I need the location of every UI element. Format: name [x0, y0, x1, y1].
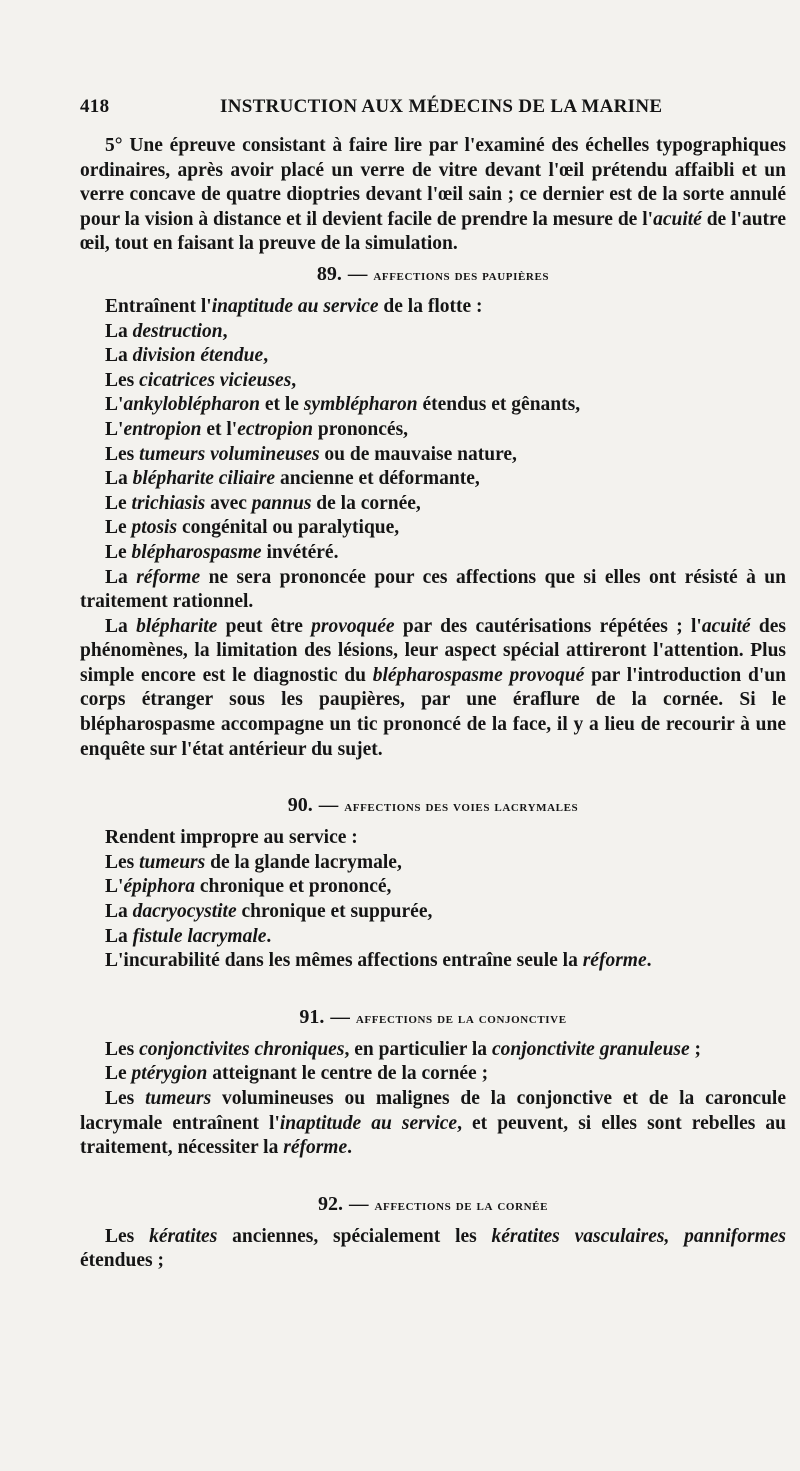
section-number: 90.: [287, 794, 313, 817]
text-run: , et peuvent, si elles sont rebelles au traitement, nécessiter la: [80, 1112, 786, 1159]
section-number: 89.: [316, 262, 342, 285]
text-run: L'incurabilité dans les mêmes affections entraîne seule la: [105, 950, 583, 972]
text-run: La: [105, 615, 137, 637]
list-item: [80, 344, 786, 369]
emphasized-text: blépharospasme provoqué: [372, 664, 585, 686]
list-item: [80, 443, 786, 468]
emphasized-text: destruction: [132, 320, 223, 342]
text-run: par des cautérisations répétées ; l': [394, 615, 702, 637]
section-dash: —: [318, 795, 339, 817]
text-run: La: [105, 901, 133, 923]
section-91-paragraph-3: [80, 1087, 786, 1161]
text-run: ,: [263, 345, 269, 367]
emphasized-text: réforme: [283, 1137, 348, 1159]
text-run: avec: [205, 492, 252, 514]
emphasized-text: trichiasis: [131, 492, 206, 514]
list-item: [80, 369, 786, 394]
emphasized-text: symblépharon: [303, 394, 418, 416]
text-run: Le: [105, 1063, 132, 1085]
text-run: L': [105, 876, 124, 898]
text-run: La: [105, 566, 137, 588]
text-run: La: [105, 345, 133, 367]
section-heading-92: [80, 1187, 786, 1225]
section-heading-90: [80, 788, 786, 826]
text-run: invétéré.: [261, 541, 339, 563]
text-run: prononcés,: [313, 418, 409, 440]
section-heading-91: [80, 1000, 786, 1038]
text-run: , en particulier la: [344, 1038, 492, 1060]
emphasized-text: inaptitude au service: [211, 295, 379, 317]
section-dash: —: [347, 263, 368, 285]
list-item: [80, 541, 786, 566]
list-item: [80, 418, 786, 443]
emphasized-text: tumeurs: [139, 851, 206, 873]
emphasized-text: blépharite: [136, 615, 218, 637]
section-title: affections de la cornée: [374, 1197, 549, 1214]
text-run: de la glande lacrymale,: [205, 851, 402, 873]
list-item: [80, 875, 786, 900]
text-run: anciennes, spécialement les: [217, 1225, 492, 1247]
emphasized-text: pannus: [251, 492, 312, 514]
running-title: INSTRUCTION AUX MÉDECINS DE LA MARINE: [220, 96, 663, 117]
text-run: Les: [105, 1038, 140, 1060]
emphasized-text: blépharite ciliaire: [132, 468, 276, 490]
emphasized-text: division étendue: [132, 345, 264, 367]
section-title: affections des voies lacrymales: [344, 799, 579, 816]
text-run: Les: [105, 851, 140, 873]
list-item: [80, 900, 786, 925]
emphasized-text: tumeurs: [145, 1088, 212, 1109]
list-item: [80, 492, 786, 517]
emphasized-text: cicatrices vicieuses: [139, 369, 292, 391]
text-run: Le: [105, 541, 132, 563]
text-run: volumineuses ou malignes de la conjonctive et de la caroncule lacrymale entraînent l': [80, 1088, 786, 1134]
text-run: Rendent impropre au service :: [105, 827, 358, 849]
page-number: 418: [80, 96, 110, 117]
emphasized-text: entropion: [123, 418, 202, 440]
text-run: de l'autre œil, tout en faisant la preuve de la simulation.: [80, 208, 786, 255]
section-89-paragraph-2: [80, 615, 786, 763]
text-run: atteignant le centre de la cornée ;: [207, 1063, 489, 1085]
text-run: Le: [105, 517, 132, 539]
section-heading-89: [80, 257, 786, 295]
emphasized-text: ptérygion: [131, 1063, 208, 1085]
emphasized-text: conjonctivite granuleuse: [491, 1038, 690, 1060]
emphasized-text: acuité: [701, 615, 751, 637]
list-item: [80, 851, 786, 876]
list-item: [80, 295, 786, 320]
text-run: étendus et gênants,: [417, 394, 581, 416]
emphasized-text: réforme: [136, 566, 201, 588]
text-run: ,: [291, 369, 297, 391]
section-title: affections de la conjonctive: [355, 1010, 567, 1027]
section-dash: —: [330, 1006, 350, 1028]
text-run: La: [105, 320, 133, 342]
text-run: Les: [105, 443, 140, 465]
page-header: [80, 96, 786, 134]
emphasized-text: tumeurs volumineuses: [139, 443, 320, 465]
list-item: [80, 826, 786, 851]
text-run: chronique et suppurée,: [236, 901, 433, 923]
intro-paragraph: [80, 134, 786, 257]
text-run: par l'introduction d'un corps étranger sous les paupières, par une éraflure de la cornée. Si le blépharospasme accompagne un tic prononcé de la face, il y a lieu de recourir à une enquête sur l'état antérieur du sujet.: [80, 664, 786, 760]
book-page: [80, 96, 786, 1274]
emphasized-text: réforme: [582, 950, 647, 972]
emphasized-text: acuité: [653, 208, 702, 230]
text-run: ne sera prononcée pour ces affections que si elles ont résisté à un traitement rationnel.: [80, 566, 786, 613]
section-89-list: [80, 295, 786, 566]
emphasized-text: fistule lacrymale: [132, 925, 267, 947]
text-run: .: [266, 925, 272, 947]
section-92-paragraph-1: [80, 1225, 786, 1274]
emphasized-text: ankyloblépharon: [123, 394, 260, 416]
section-title: affections des paupières: [373, 267, 550, 284]
text-run: ,: [222, 320, 228, 342]
text-run: Les: [105, 1225, 150, 1247]
emphasized-text: kératites vasculaires, panniformes: [491, 1225, 787, 1247]
section-dash: —: [348, 1193, 369, 1215]
list-item: [80, 516, 786, 541]
text-run: peut être: [217, 615, 312, 637]
section-89-paragraph-1: [80, 566, 786, 615]
list-item: [80, 320, 786, 345]
text-run: de la flotte :: [378, 295, 483, 317]
text-run: des phénomènes, la limitation des lésions, leur aspect spécial attireront l'attention. Plus simple encore est le diagnostic du: [80, 615, 786, 686]
body-text: [80, 134, 786, 1274]
section-number: 91.: [299, 1005, 325, 1028]
text-run: Entraînent l': [105, 295, 212, 317]
text-run: Le: [105, 492, 132, 514]
text-run: La: [105, 925, 133, 947]
text-run: La: [105, 468, 133, 490]
text-run: Les: [105, 369, 140, 391]
emphasized-text: épiphora: [123, 876, 195, 898]
text-run: L': [105, 418, 124, 440]
text-run: et le: [259, 394, 304, 416]
emphasized-text: conjonctivites chroniques: [139, 1038, 345, 1060]
text-run: .: [347, 1137, 353, 1159]
list-item: [80, 467, 786, 492]
text-run: 5° Une épreuve consistant à faire lire par l'examiné des échelles typographiques ordinaires, après avoir placé un verre de vitre devant l'œil prétendu affaibli et un verre concave de quatre dioptries devant l'œil sain ; ce dernier est de la sorte annulé pour la vision à distance et il devient facile de prendre la mesure de l': [80, 135, 786, 230]
section-number: 92.: [317, 1192, 343, 1215]
text-run: chronique et prononcé,: [194, 876, 392, 898]
list-item: [80, 925, 786, 950]
section-91-paragraph-1: [80, 1038, 786, 1063]
text-run: étendues ;: [80, 1250, 164, 1272]
emphasized-text: ptosis: [131, 517, 178, 539]
text-run: ou de mauvaise nature,: [319, 443, 517, 465]
list-item: [80, 949, 786, 974]
text-run: Les: [105, 1088, 146, 1109]
emphasized-text: ectropion: [237, 418, 314, 440]
list-item: [80, 393, 786, 418]
emphasized-text: kératites: [149, 1225, 218, 1247]
text-run: .: [646, 950, 652, 972]
text-run: ;: [689, 1038, 702, 1060]
emphasized-text: inaptitude au service: [279, 1112, 458, 1134]
section-91-paragraph-2: [80, 1062, 786, 1087]
emphasized-text: blépharospasme: [131, 541, 262, 563]
text-run: et l': [201, 418, 238, 440]
text-run: L': [105, 394, 124, 416]
text-run: de la cornée,: [311, 492, 421, 514]
section-90-list: [80, 826, 786, 974]
text-run: ancienne et déformante,: [275, 468, 480, 490]
emphasized-text: provoquée: [311, 615, 395, 637]
text-run: congénital ou paralytique,: [177, 517, 400, 539]
emphasized-text: dacryocystite: [132, 901, 237, 923]
